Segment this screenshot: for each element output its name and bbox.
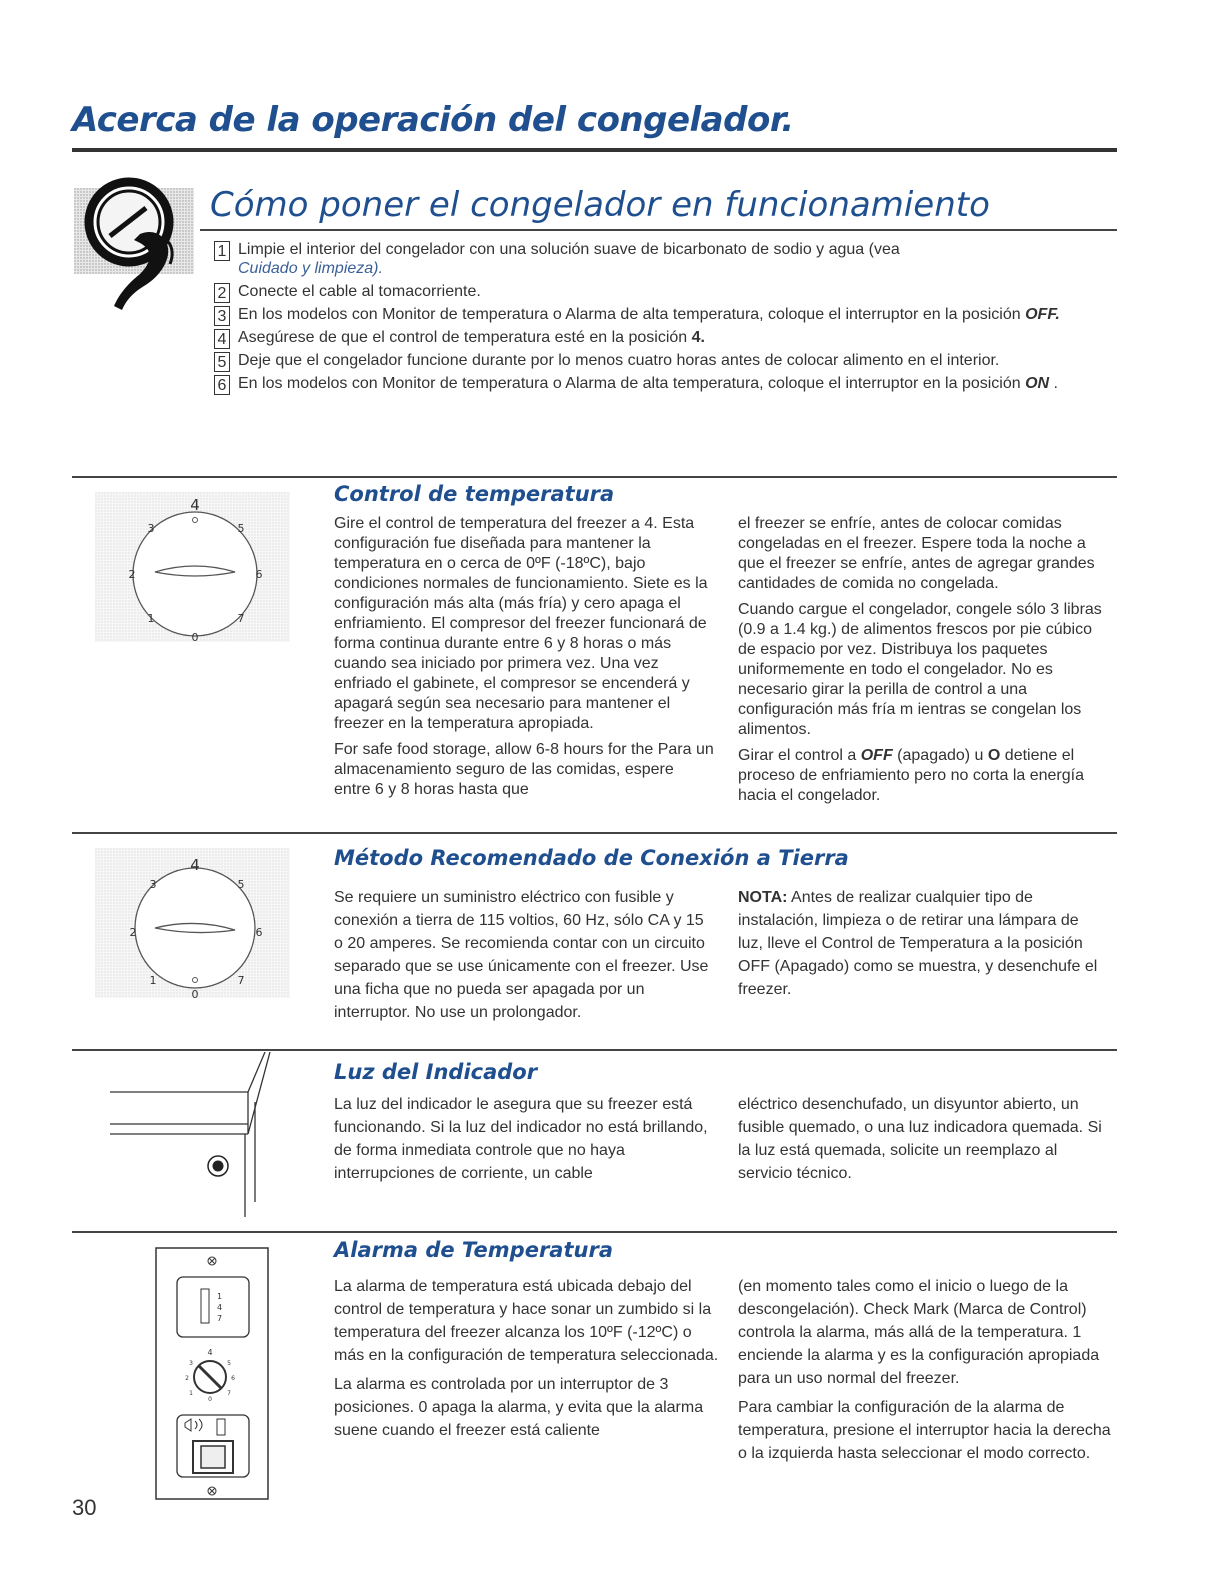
text-run: detiene el proceso de enfriamiento pero no corta la energía hacia el congelador. (738, 747, 1084, 804)
step-number: 2 (214, 283, 230, 303)
step-text: Limpie el interior del congelador con una solución suave de bicarbonato de sodio y agua (vea (238, 241, 900, 258)
paragraph: (en momento tales como el inicio o luego de la descongelación). Check Mark (Marca de Control) controla la alarma, más allá de la temperatura. 1 enciende la alarma y es la configuración apropiada para un uso normal del freezer. (738, 1278, 1100, 1387)
hand-press-icon (74, 170, 204, 320)
dial-label: 7 (237, 974, 245, 987)
step-5 (214, 351, 1114, 370)
dial-label: 4 (190, 496, 200, 514)
light-left-column (334, 1093, 719, 1191)
dial-label: 3 (189, 1360, 193, 1367)
dial-label: 4 (207, 1348, 213, 1357)
dial-label: 6 (231, 1375, 235, 1382)
text-run: Antes de realizar cualquier tipo de instalación, limpieza o de retirar una lámpara de luz, lleve el Control de Temperatura a la posición OFF (Apagado) como se muestra, y desenchufe el freezer. (738, 889, 1098, 998)
page-number: 30 (72, 1495, 97, 1520)
text-run: Girar el control a (738, 747, 861, 764)
alarm-title: Alarma de Temperatura (334, 1238, 613, 1262)
indicator-light-illustration (100, 1052, 290, 1222)
dial-label: 1 (189, 1390, 193, 1397)
dial-label: 7 (237, 612, 245, 625)
step-text: Conecte el cable al tomacorriente. (238, 283, 481, 300)
paragraph: Cuando cargue el congelador, congele sólo 3 libras (0.9 a 1.4 kg.) de alimentos frescos por pie cúbico de espacio por vez. Distribuya los paquetes uniformemente en todo el congelador. No es necesario girar la perilla de control a una configuración más fría m ientras se congelan los alimentos. (738, 601, 1102, 738)
temperature-dial-off-illustration (95, 848, 290, 998)
paragraph: Gire el control de temperatura del freezer a 4. Esta configuración fue diseñada para mantener la temperatura en o cerca de 0ºF (-18ºC), bajo condiciones normales de funcionamiento. Siete es la configuración más alta (más fría) y cero apaga el enfriamiento. El compresor del freezer funcionará de forma continua durante entre 6 y 8 horas o más cuando sea iniciado por primera vez. Una vez enfriado el gabinete, el compresor se encenderá y apagará según sea necesario para mantener el freezer en la temperatura apropiada. (334, 515, 708, 732)
step-6 (214, 374, 1114, 393)
alarm-right-column (738, 1275, 1118, 1471)
step-number: 5 (214, 352, 230, 372)
temperature-dial-illustration (95, 492, 290, 642)
alarm-setting-label: 4 (217, 1303, 223, 1312)
control-title: Control de temperatura (334, 482, 615, 506)
dial-label: 7 (227, 1390, 231, 1397)
dial-label: 5 (237, 878, 245, 891)
dial-label: 1 (149, 974, 157, 987)
ground-right-column (738, 886, 1103, 1007)
paragraph (738, 886, 1103, 1001)
step-text: Asegúrese de que el control de temperatura esté en la posición (238, 329, 688, 346)
paragraph: La alarma de temperatura está ubicada debajo del control de temperatura y hace sonar un zumbido si la temperatura del freezer alcanza los 10ºF (-12ºC) o más en la configuración de temperatura seleccionada. (334, 1278, 719, 1364)
divider (72, 1049, 1117, 1051)
paragraph: La alarma es controlada por un interruptor de 3 posiciones. 0 apaga la alarma, y evita que la alarma suene cuando el freezer está caliente (334, 1376, 704, 1439)
paragraph: Para cambiar la configuración de la alarma de temperatura, presione el interruptor hacia la derecha o la izquierda hasta seleccionar el modo correcto. (738, 1399, 1111, 1462)
text-run: (apagado) u (892, 747, 988, 764)
dial-label: 0 (191, 988, 199, 998)
dial-label: 3 (149, 878, 157, 891)
text-emphasis: OFF (860, 747, 893, 764)
step-text: Deje que el congelador funcione durante por lo menos cuatro horas antes de colocar alimento en el interior. (238, 352, 1000, 369)
text-emphasis: O (987, 747, 1001, 764)
divider (72, 1231, 1117, 1233)
step-number: 3 (214, 306, 230, 326)
control-left-column (334, 514, 714, 806)
step-1 (214, 240, 1114, 278)
dial-label: 3 (147, 522, 155, 535)
dial-label: 6 (255, 926, 263, 939)
step-list (214, 240, 1114, 397)
section-rule (200, 229, 1117, 231)
dial-label: 0 (208, 1396, 212, 1403)
step-emphasis: OFF. (1025, 306, 1060, 323)
section-title: Cómo poner el congelador en funcionamiento (210, 185, 990, 225)
note-label: NOTA: (738, 889, 788, 906)
paragraph: el freezer se enfríe, antes de colocar comidas congeladas en el freezer. Espere toda la noche a que el freezer se enfríe, antes de agregar grandes cantidades de comida no congelada. (738, 515, 1095, 592)
step-number: 6 (214, 375, 230, 395)
step-number: 4 (214, 329, 230, 349)
light-right-column (738, 1093, 1103, 1191)
step-4 (214, 328, 1114, 347)
paragraph: For safe food storage, allow 6-8 hours for the Para un almacenamiento seguro de las comidas, espere entre 6 y 8 horas hasta que (334, 741, 714, 798)
paragraph: Se requiere un suministro eléctrico con fusible y conexión a tierra de 115 voltios, 60 Hz, sólo CA y 15 o 20 amperes. Se recomienda contar con un circuito separado que se use únicamente con el freezer. Use una ficha que no pueda ser apagada por un interruptor. No use un prolongador. (334, 889, 709, 1021)
step-note: Cuidado y limpieza). (238, 260, 383, 277)
light-title: Luz del Indicador (334, 1060, 538, 1084)
dial-label: 5 (237, 522, 245, 535)
dial-label: 2 (129, 926, 137, 939)
step-number: 1 (214, 241, 230, 261)
ground-title: Método Recomendado de Conexión a Tierra (334, 846, 849, 870)
dial-label: 2 (185, 1375, 189, 1382)
paragraph: eléctrico desenchufado, un disyuntor abierto, un fusible quemado, o una luz indicadora quemada. Si la luz está quemada, solicite un reemplazo al servicio técnico. (738, 1096, 1102, 1182)
alarm-panel-illustration (155, 1247, 270, 1502)
step-text: En los modelos con Monitor de temperatura o Alarma de alta temperatura, coloque el interruptor en la posición (238, 306, 1021, 323)
dial-label: 2 (128, 568, 136, 581)
alarm-setting-label: 1 (217, 1292, 223, 1301)
ground-left-column (334, 886, 714, 1030)
step-text: En los modelos con Monitor de temperatura o Alarma de alta temperatura, coloque el interruptor en la posición (238, 375, 1021, 392)
step-emphasis: 4. (691, 329, 705, 346)
dial-label: 1 (147, 612, 155, 625)
alarm-left-column (334, 1275, 719, 1448)
control-right-column (738, 514, 1108, 812)
dial-label: 5 (227, 1360, 231, 1367)
paragraph (738, 746, 1108, 806)
divider (72, 476, 1117, 478)
title-rule (72, 148, 1117, 152)
dial-label: 4 (190, 856, 200, 874)
step-suffix: . (1049, 375, 1058, 392)
paragraph: La luz del indicador le asegura que su freezer está funcionando. Si la luz del indicador no está brillando, de forma inmediata controle que no haya interrupciones de corriente, un cable (334, 1096, 708, 1182)
dial-label: 6 (255, 568, 263, 581)
step-emphasis: ON (1025, 375, 1050, 392)
alarm-setting-label: 7 (217, 1314, 223, 1323)
step-2 (214, 282, 1114, 301)
dial-label: 0 (191, 631, 199, 642)
divider (72, 832, 1117, 834)
step-3 (214, 305, 1114, 324)
page-title: Acerca de la operación del congelador. (72, 100, 794, 140)
